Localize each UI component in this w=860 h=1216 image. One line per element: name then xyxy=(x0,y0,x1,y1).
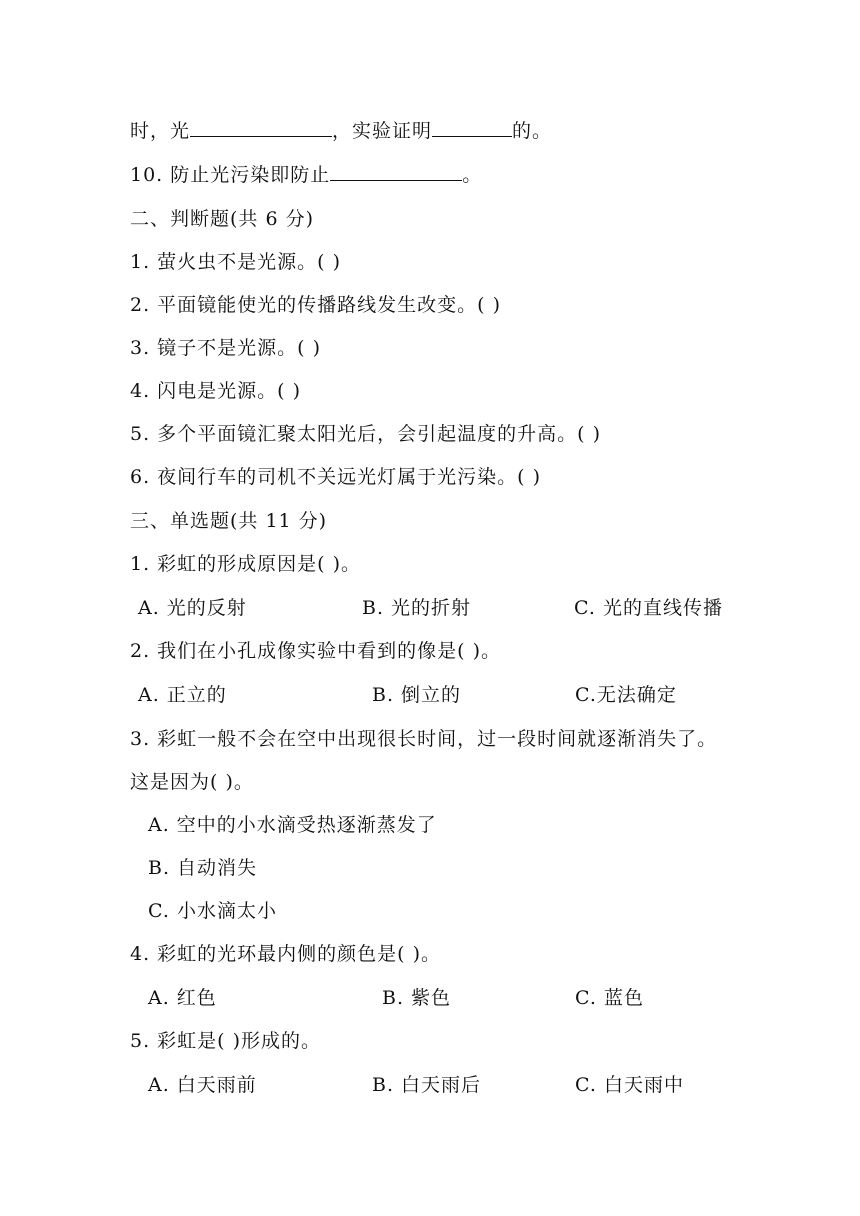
sc-q3-stem: 3. 彩虹一般不会在空中出现很长时间，过一段时间就逐渐消失了。 xyxy=(130,728,718,750)
sc-q5-option-b[interactable]: B. 白天雨后 xyxy=(372,1074,482,1096)
judge-item-4: 4. 闪电是光源。( ) xyxy=(130,380,302,402)
sc-q3-option-b[interactable]: B. 自动消失 xyxy=(148,857,258,879)
sc-q4-option-b[interactable]: B. 紫色 xyxy=(382,987,452,1009)
judge-item-3: 3. 镜子不是光源。( ) xyxy=(130,337,322,359)
sc-q2-stem: 2. 我们在小孔成像实验中看到的像是( )。 xyxy=(130,640,502,662)
sc-q5-stem: 5. 彩虹是( )形成的。 xyxy=(130,1030,322,1052)
q9-blank-1[interactable] xyxy=(190,118,332,137)
sc-q2-option-c[interactable]: C.无法确定 xyxy=(575,684,677,706)
q10-line xyxy=(130,162,482,188)
q9-continuation xyxy=(130,118,552,144)
q9-text-3: 的。 xyxy=(512,120,553,142)
sc-q2-option-b[interactable]: B. 倒立的 xyxy=(372,684,462,706)
sc-q5-option-a[interactable]: A. 白天雨前 xyxy=(148,1074,257,1096)
q10-blank[interactable] xyxy=(330,162,462,181)
judge-item-6: 6. 夜间行车的司机不关远光灯属于光污染。( ) xyxy=(130,466,542,488)
q10-text-1: 10. 防止光污染即防止 xyxy=(130,164,331,186)
sc-q1-option-a[interactable]: A. 光的反射 xyxy=(138,597,247,619)
sc-q3-option-a[interactable]: A. 空中的小水滴受热逐渐蒸发了 xyxy=(148,814,437,836)
judge-item-1: 1. 萤火虫不是光源。( ) xyxy=(130,251,342,273)
sc-q2-option-a[interactable]: A. 正立的 xyxy=(138,684,227,706)
q9-blank-2[interactable] xyxy=(432,118,512,137)
sc-q3-stem-cont: 这是因为( )。 xyxy=(130,771,254,793)
sc-q5-option-c[interactable]: C. 白天雨中 xyxy=(575,1074,684,1096)
judge-item-2: 2. 平面镜能使光的传播路线发生改变。( ) xyxy=(130,294,502,316)
single-heading: 三、单选题(共 11 分) xyxy=(130,510,328,532)
sc-q1-stem: 1. 彩虹的形成原因是( )。 xyxy=(130,553,362,575)
sc-q4-stem: 4. 彩虹的光环最内侧的颜色是( )。 xyxy=(130,943,442,965)
sc-q1-option-c[interactable]: C. 光的直线传播 xyxy=(574,597,723,619)
sc-q3-option-c[interactable]: C. 小水滴太小 xyxy=(148,900,277,922)
q9-text-2: ，实验证明 xyxy=(332,120,433,142)
sc-q4-option-a[interactable]: A. 红色 xyxy=(148,987,217,1009)
judge-item-5: 5. 多个平面镜汇聚太阳光后，会引起温度的升高。( ) xyxy=(130,423,602,445)
sc-q1-option-b[interactable]: B. 光的折射 xyxy=(362,597,472,619)
q9-text-1: 时，光 xyxy=(130,120,191,142)
judge-heading: 二、判断题(共 6 分) xyxy=(130,208,314,230)
q10-text-2: 。 xyxy=(462,164,483,186)
sc-q4-option-c[interactable]: C. 蓝色 xyxy=(575,987,644,1009)
